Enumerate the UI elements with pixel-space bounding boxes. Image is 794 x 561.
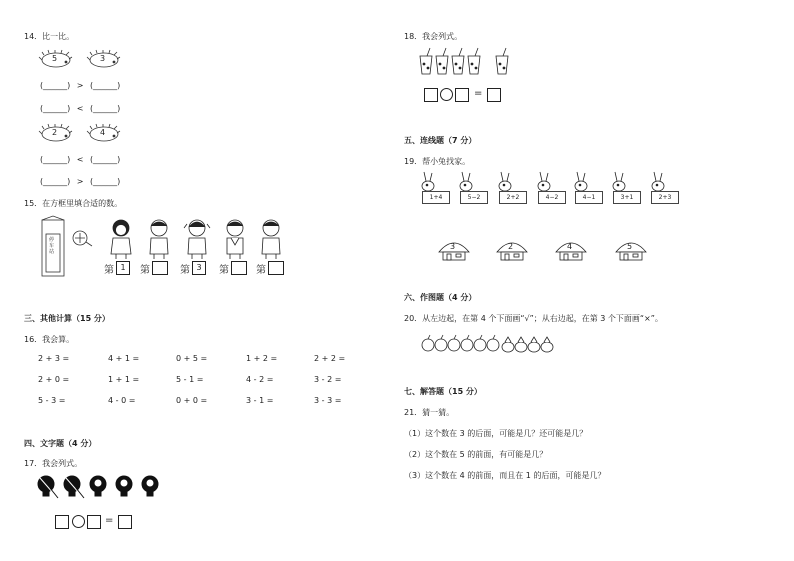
blank[interactable]: (______) [90,155,121,164]
hedgehog-number: 5 [52,54,58,63]
compare-row-3[interactable] [40,155,120,164]
blank[interactable]: (______) [40,177,71,186]
answer-box[interactable] [455,88,469,102]
mushroom-house-icon[interactable] [614,238,648,264]
calc-item[interactable]: 1 + 2 = [246,354,278,363]
child-figure-icon [184,218,210,262]
expression-card[interactable]: 4−2 [538,191,566,204]
q21-item-1: （1）这个数在 3 的后面，可能是几？还可能是几？ [404,429,588,438]
child-figure-icon [258,218,284,262]
position-box[interactable] [152,261,168,275]
light-bulbs-illustration [36,474,166,502]
q17-title: 17．我会列式。 [24,459,83,468]
answer-box[interactable] [118,515,132,529]
stop-sign-text: 停 车 站 [49,237,55,255]
hedgehog-icon [86,125,120,145]
expression-card[interactable]: 5−2 [460,191,488,204]
calc-item[interactable]: 0 + 5 = [176,354,208,363]
answer-box[interactable] [87,515,101,529]
bus-stop-illustration [40,216,100,278]
child-figure-icon [108,218,134,262]
section-6-heading: 六、作图题（4 分） [404,293,477,302]
fruit-row-illustration [421,334,556,358]
section-7-heading: 七、解答题（15 分） [404,387,482,396]
q16-title: 16．我会算。 [24,335,75,344]
calc-item[interactable]: 5 - 1 = [176,375,204,384]
expression-card[interactable]: 2+3 [651,191,679,204]
q15-title: 15．在方框里填合适的数。 [24,199,123,208]
calc-item[interactable]: 0 + 0 = [176,396,208,405]
calc-item[interactable]: 2 + 2 = [314,354,346,363]
calc-item[interactable]: 1 + 1 = [108,375,140,384]
blank[interactable]: (______) [90,81,121,90]
child-figure-icon [222,218,248,262]
calc-item[interactable]: 4 - 2 = [246,375,274,384]
mushroom-house-icon[interactable] [554,238,588,264]
section-4-heading: 四、文字题（4 分） [24,439,97,448]
drink-cups-illustration [418,48,518,80]
position-2: 第 [140,261,150,276]
hedgehog-number: 4 [100,128,106,137]
position-4: 第 [219,261,229,276]
calc-item[interactable]: 5 - 3 = [38,396,66,405]
hedgehog-number: 2 [52,128,58,137]
mushroom-house-icon[interactable] [437,238,471,264]
position-1: 第 1 [104,261,114,276]
calc-item[interactable]: 3 - 3 = [314,396,342,405]
q14-title: 14．比一比。 [24,32,75,41]
calc-item[interactable]: 3 - 2 = [314,375,342,384]
hedgehog-icon [38,51,72,71]
answer-box[interactable] [55,515,69,529]
expression-card[interactable]: 2+2 [499,191,527,204]
calc-item[interactable]: 4 + 1 = [108,354,140,363]
answer-box[interactable] [424,88,438,102]
position-box[interactable]: 3 [192,261,206,275]
house-number: 2 [508,242,514,251]
child-figure-icon [146,218,172,262]
q21-item-3: （3）这个数在 4 的前面，而且在 1 的后面，可能是几？ [404,471,606,480]
operator-circle[interactable] [440,88,453,101]
calc-item[interactable]: 2 + 0 = [38,375,70,384]
calc-item[interactable]: 2 + 3 = [38,354,70,363]
expression-card[interactable]: 4−1 [575,191,603,204]
hedgehog-number: 3 [100,54,106,63]
equals-sign: = [474,88,483,99]
q21-item-2: （2）这个数在 5 的前面，有可能是几？ [404,450,548,459]
operator-circle[interactable] [72,515,85,528]
blank[interactable]: (______) [90,104,121,113]
compare-row-2[interactable] [40,104,120,113]
house-number: 5 [627,242,633,251]
expression-card[interactable]: 3+1 [613,191,641,204]
calc-item[interactable]: 3 - 1 = [246,396,274,405]
position-5: 第 [256,261,266,276]
position-3: 第 3 [180,261,190,276]
hedgehog-icon [38,125,72,145]
blank[interactable]: (______) [40,155,71,164]
hedgehog-icon [86,51,120,71]
q19-title: 19．帮小兔找家。 [404,157,471,166]
expression-card[interactable]: 1+4 [422,191,450,204]
blank[interactable]: (______) [40,104,71,113]
blank[interactable]: (______) [40,81,71,90]
answer-box[interactable] [487,88,501,102]
operator: > [76,177,84,186]
q20-text: 20．从左边起，在第 4 个下面画“√”；从右边起，在第 3 个下面画“×”。 [404,314,663,323]
blank[interactable]: (______) [90,177,121,186]
operator: > [76,81,84,90]
q21-title: 21．猜一猜。 [404,408,455,417]
section-5-heading: 五、连线题（7 分） [404,136,477,145]
equals-sign: = [105,515,114,526]
compare-row-4[interactable] [40,177,120,186]
calc-item[interactable]: 4 - 0 = [108,396,136,405]
operator: < [76,104,84,113]
operator: < [76,155,84,164]
house-number: 3 [450,242,456,251]
section-3-heading: 三、其他计算（15 分） [24,314,110,323]
mushroom-house-icon[interactable] [495,238,529,264]
compare-row-1[interactable] [40,81,120,90]
q18-title: 18．我会列式。 [404,32,463,41]
position-box[interactable] [231,261,247,275]
house-number: 4 [567,242,573,251]
position-box[interactable] [268,261,284,275]
position-box[interactable]: 1 [116,261,130,275]
